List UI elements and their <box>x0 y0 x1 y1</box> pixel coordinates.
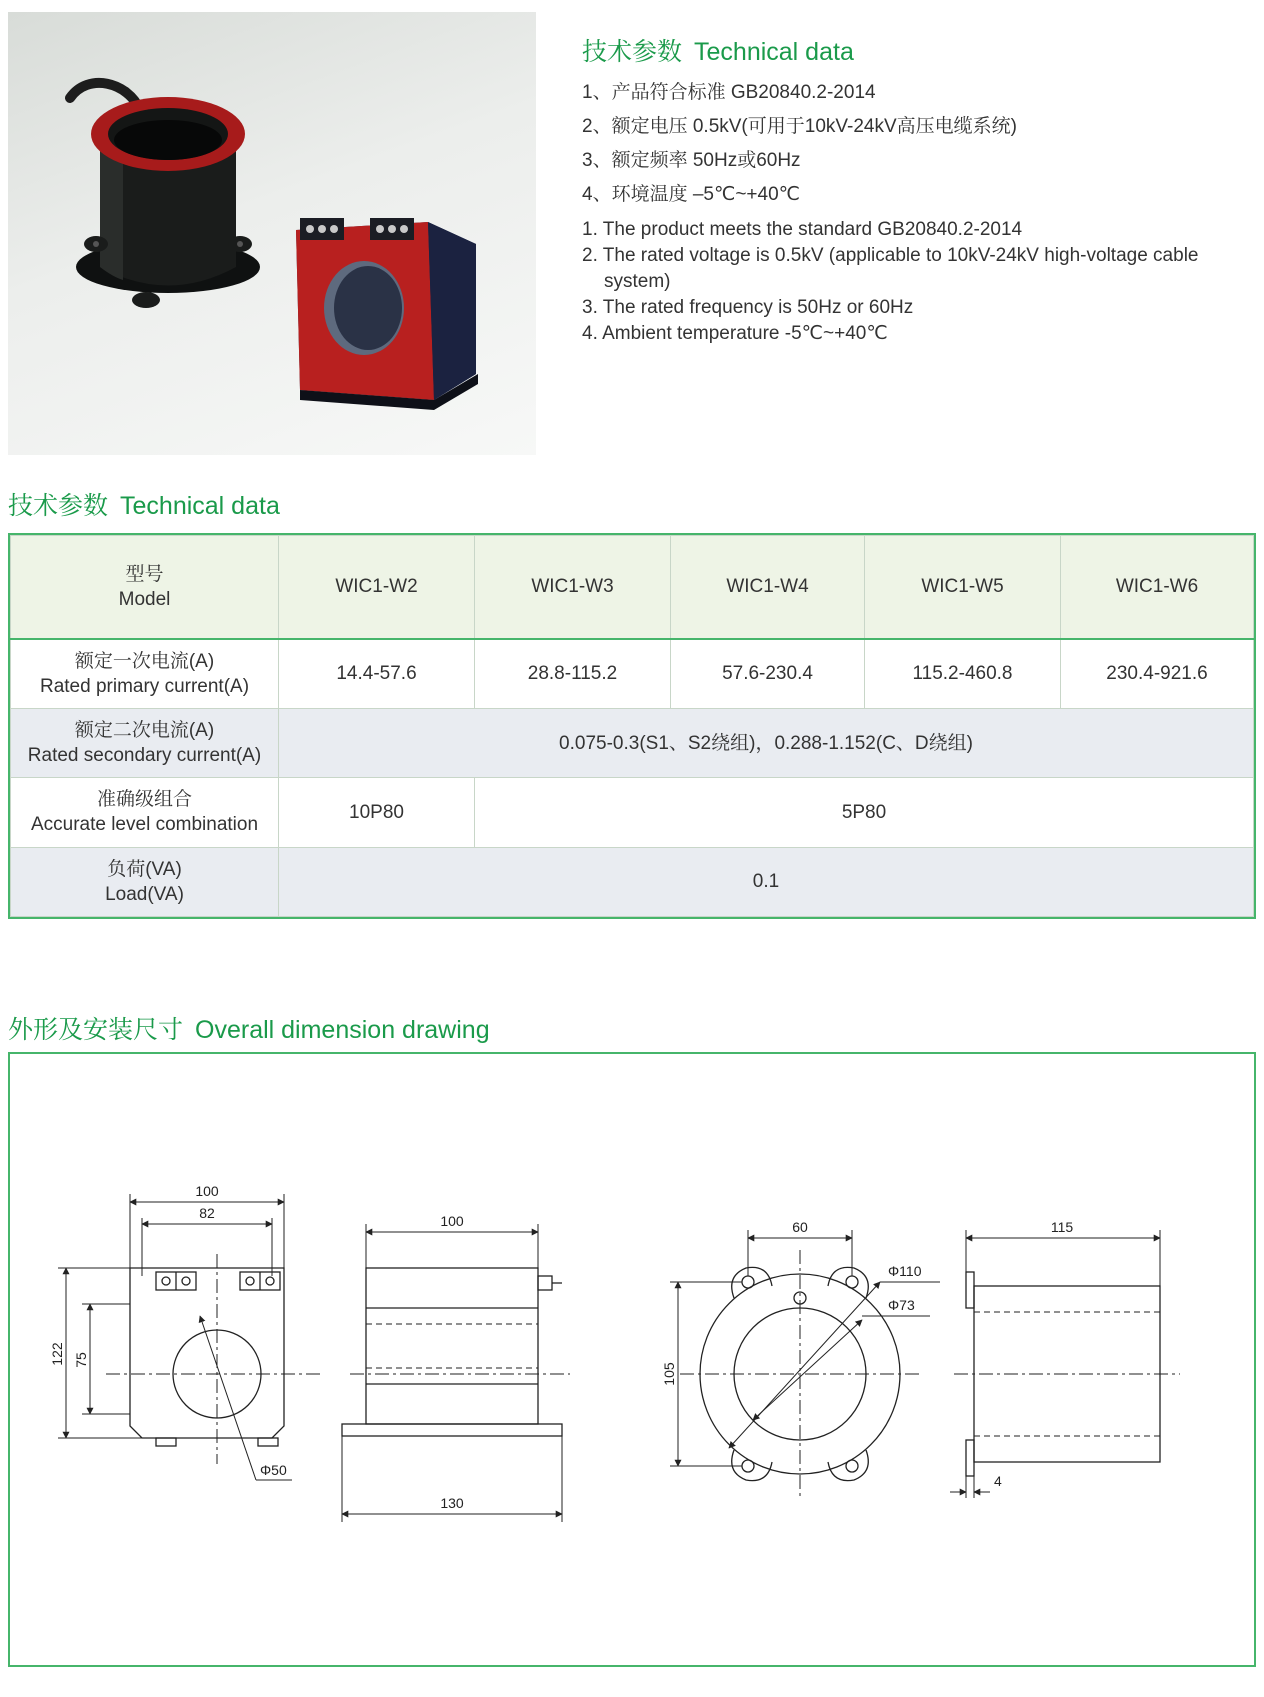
spec-item-en: 2. The rated voltage is 0.5kV (applicable to 10kV-24kV high-voltage cable system) <box>582 245 1199 292</box>
primary-label-cell <box>11 639 279 709</box>
table-row <box>11 639 1254 709</box>
spec-item-en: 4. Ambient temperature -5℃~+40℃ <box>582 323 888 344</box>
accuracy-label-cn: 准确级组合 <box>96 789 192 811</box>
model-label-en: Model <box>118 588 171 610</box>
technical-data-table <box>8 533 1256 919</box>
load-label-cn: 负荷(VA) <box>107 858 182 880</box>
model-label-cell <box>11 536 279 639</box>
table-title-en: Technical data <box>120 492 280 520</box>
dim-label: 115 <box>1050 1219 1074 1235</box>
drawing-title <box>8 1010 490 1046</box>
dim-label: Φ50 <box>260 1462 287 1478</box>
table-title-cn: 技术参数 <box>8 492 109 520</box>
intro-title-cn: 技术参数 <box>582 38 683 66</box>
primary-value-cell: 57.6-230.4 <box>671 639 865 709</box>
dim-label: 75 <box>73 1352 89 1368</box>
dim-label: Φ73 <box>888 1297 915 1313</box>
spec-item-cn: 3、额定频率 50Hz或60Hz <box>582 150 801 171</box>
dim-label: 100 <box>440 1213 464 1229</box>
drawing-title-cn: 外形及安装尺寸 <box>8 1016 184 1044</box>
dim-label: 100 <box>195 1183 219 1199</box>
accuracy-label-cell <box>11 778 279 847</box>
load-label-en: Load(VA) <box>105 883 184 905</box>
primary-label-en: Rated primary current(A) <box>39 675 250 697</box>
intro-title <box>582 32 854 68</box>
secondary-label-cn: 额定二次电流(A) <box>74 720 215 742</box>
spec-item-cn: 4、环境温度 –5℃~+40℃ <box>582 184 800 205</box>
spec-list-cn <box>582 76 1242 212</box>
secondary-label-en: Rated secondary current(A) <box>27 745 262 767</box>
spec-item-en: 1. The product meets the standard GB20840.2-2014 <box>582 219 1023 240</box>
dim-label: 105 <box>661 1362 677 1386</box>
primary-value-cell: 115.2-460.8 <box>865 639 1061 709</box>
spec-list-en <box>582 217 1242 347</box>
table-row <box>11 778 1254 847</box>
intro-title-en: Technical data <box>694 38 854 66</box>
secondary-value-cell: 0.075-0.3(S1、S2绕组)，0.288-1.152(C、D绕组) <box>279 708 1254 777</box>
spec-item-cn: 2、额定电压 0.5kV(可用于10kV-24kV高压电缆系统) <box>582 116 1017 137</box>
dim-label: 82 <box>199 1205 215 1221</box>
spec-item-cn: 1、产品符合标准 GB20840.2-2014 <box>582 82 876 103</box>
dim-label: 60 <box>792 1219 808 1235</box>
accuracy-label-en: Accurate level combination <box>30 814 259 836</box>
accuracy-value-rest: 5P80 <box>475 778 1254 847</box>
primary-value-cell: 230.4-921.6 <box>1061 639 1254 709</box>
product-photo <box>8 12 536 455</box>
accuracy-value-first: 10P80 <box>279 778 475 847</box>
primary-value-cell: 28.8-115.2 <box>475 639 671 709</box>
load-label-cell <box>11 847 279 916</box>
table-header-row <box>11 536 1254 639</box>
model-cell: WIC1-W5 <box>865 536 1061 639</box>
table-title <box>8 486 280 522</box>
dimension-drawing-svg <box>10 1054 1254 1665</box>
dim-label: Φ110 <box>888 1263 922 1279</box>
dim-label: 122 <box>49 1342 65 1366</box>
model-label-cn: 型号 <box>125 563 164 585</box>
dim-label: 4 <box>994 1473 1002 1489</box>
primary-label-cn: 额定一次电流(A) <box>74 650 215 672</box>
table-row <box>11 847 1254 916</box>
dim-label: 130 <box>440 1495 464 1511</box>
load-value-cell: 0.1 <box>279 847 1254 916</box>
secondary-label-cell <box>11 708 279 777</box>
drawing-title-en: Overall dimension drawing <box>195 1016 490 1044</box>
model-cell: WIC1-W6 <box>1061 536 1254 639</box>
model-cell: WIC1-W4 <box>671 536 865 639</box>
table-row <box>11 708 1254 777</box>
model-cell: WIC1-W2 <box>279 536 475 639</box>
primary-value-cell: 14.4-57.6 <box>279 639 475 709</box>
spec-item-en: 3. The rated frequency is 50Hz or 60Hz <box>582 297 914 318</box>
model-cell: WIC1-W3 <box>475 536 671 639</box>
dimension-drawing <box>8 1052 1256 1667</box>
